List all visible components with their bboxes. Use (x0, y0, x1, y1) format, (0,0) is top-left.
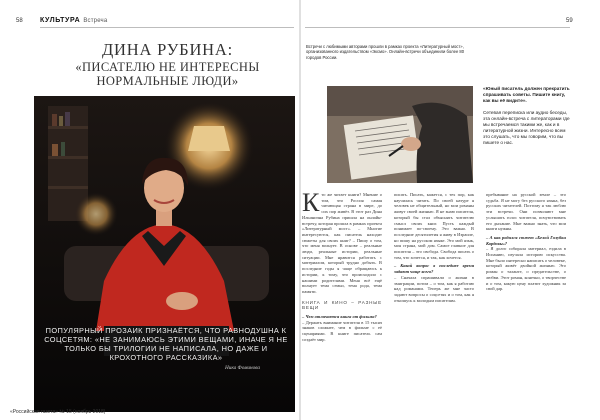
section-subtitle: Встреча (83, 18, 108, 24)
header-rule-right (305, 27, 570, 28)
footer-source: «Российская газета» № 15 (ноябрь 2018) (10, 409, 106, 415)
article-column-1 (302, 188, 382, 343)
section-label (40, 17, 107, 24)
writing-illustration (327, 86, 473, 183)
headline-quote: «ПИСАТЕЛЮ НЕ ИНТЕРЕСНЫ НОРМАЛЬНЫЕ ЛЮДИ» (75, 60, 260, 88)
column-3-text: пребывание на русской земле – это судьба. Я не могу без русского языка, без русских читателей. Поэтому я так люблю эти встречи. Они позволяют мне услышать голос читателя, почувствовать его дыхание. Мне важно знать, что мои книги нужны. (486, 192, 566, 232)
column-1-subhead: КНИГА И КИНО – РАЗНЫЕ ВЕЩИ (302, 299, 382, 311)
column-2-text-2: – Сначала спрашивали о жизни в эмиграции, потом – о том, как я работаю над романами. Теперь же мне часто задают вопросы о соцсетях и о том, как я отношусь к молодым писателям. (394, 274, 474, 303)
column-1-text-2: – Держать внимание читателя в 15 тысяч знаков сложнее, чем в фильме с её сценариями. В книге писатель сам создаёт мир. (302, 319, 382, 342)
article-column-3 (486, 192, 566, 292)
column-3-question: – А как родился сюжет «Белой Голубки Кордовы»? (486, 234, 566, 246)
intro-text: Встречи с любимыми авторами прошли в рамках проекта «Литературный мост», организованного издательством «Эксмо». Онлайн-встречи объединили более 80 городов России. (306, 44, 465, 60)
column-2-text: писать. Писать, кажется, с тех пор, как научилась читать. По своей натуре я человек не общительный, но мои романы живут своей жизнью. Я не знаю писателя, который бы стал объяснять читателю смысл своих книг. Пусть каждый понимает по-своему. Это важно. В последние десятилетия я живу в Израиле, но пишу на русском языке. Это мой язык, моя страна, мой дом. Самое главное для писателя – это свобода. Свобода писать о том, что хочется, и так, как хочется. (394, 192, 474, 260)
photo-credit: Ника Фоминова (225, 365, 260, 371)
page-gutter (299, 0, 301, 420)
article-column-2 (394, 192, 474, 303)
column-1-text: то же читает книги? Мнение о том, что Россия самая читающая страна в мире, до сих пор живёт. В этот раз Дина Ильинична Рубина пришла на онлайн-встречу, которая прошла в рамках проекта «Литературный мост». – Многие интересуются, как писатель находит сюжеты для своих книг? – Пишу о том, что меня волнует. В основе – реальные люди, реальные истории, реальные ситуации. Мне нравится работать с материалом, который трудно добыть. В последние годы я чаще обращаюсь к истории, к тому, что происходило с нашими родителями. Меня всё ещё волнует тема семьи, тема рода, тема памяти. (302, 192, 382, 294)
drop-cap: К (302, 188, 320, 217)
side-quote-2: Сетевая переписка или аудио беседы, эта онлайн-встреча с литераторами где мы встречаемся такими же, как и в литературной жизни. Интересно всем это слушать, что мы говорим, что вы пишете о нас. (483, 110, 570, 145)
column-2-question: – Какой вопрос в последнее время задают чаще всего? (394, 263, 474, 275)
page-number-left: 58 (16, 18, 23, 24)
column-1-question: – Чем отличается книга от фильма? (302, 314, 377, 320)
side-quote-1: «Юный писатель должен прекратить спрашивать советы. Пишите книгу, как вы её видите». (483, 86, 570, 103)
header-rule-left (40, 27, 294, 28)
headline-name: ДИНА РУБИНА: (102, 40, 233, 59)
writing-photo (327, 86, 473, 183)
column-3-text-2: – Я долго собирала материал, ездила в Испанию, изучала историю искусства. Мне было интересно написать о человеке, который живёт двойной жизнью. Это роман о таланте, о предательстве, о любви. Этот роман, конечно, о творчестве и о том, какую цену платит художник за свой дар. (486, 246, 566, 292)
side-quote (483, 86, 571, 152)
section-title: КУЛЬТУРА (40, 17, 81, 24)
page-number-right: 59 (566, 18, 573, 24)
pull-quote: ПОПУЛЯРНЫЙ ПРОЗАИК ПРИЗНАЁТСЯ, ЧТО РАВНОДУШНА К СОЦСЕТЯМ: «НЕ ЗАНИМАЮСЬ ЭТИМИ ВЕЩАМИ, ИНАЧЕ Я НЕ ТОЛЬКО БЫ ТРИЛОГИИ НЕ НАПИСАЛА, НО ДАЖЕ И КРОХОТНОГО РАССКАЗИКА» (44, 326, 288, 362)
